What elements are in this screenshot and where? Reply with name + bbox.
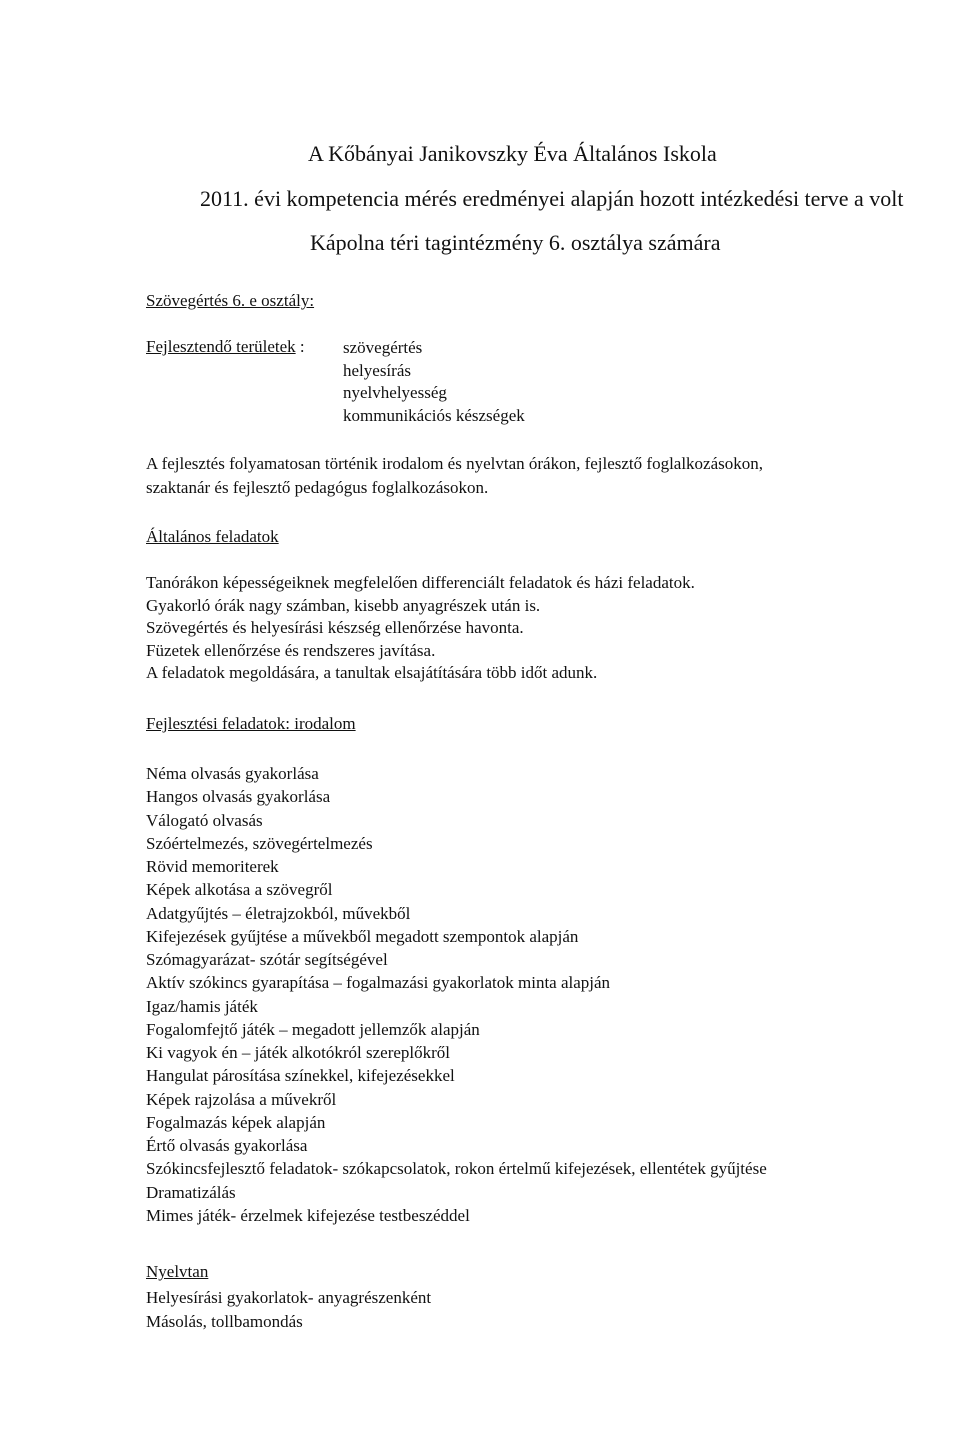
list-item: Hangos olvasás gyakorlása	[146, 787, 331, 807]
development-areas-list	[343, 337, 525, 427]
class-section-heading: Szövegértés 6. e osztály:	[146, 291, 315, 310]
paragraph-line: A fejlesztés folyamatosan történik irodalom és nyelvtan órákon, fejlesztő foglalkozásokon,	[146, 454, 764, 473]
list-item: Szövegértés és helyesírási készség ellenőrzése havonta.	[146, 618, 524, 638]
general-tasks-list	[146, 572, 695, 685]
list-item: Kifejezések gyűjtése a művekből megadott szempontok alapján	[146, 926, 579, 946]
list-item: Fogalomfejtő játék – megadott jellemzők alapján	[146, 1019, 480, 1039]
list-item: Válogató olvasás	[146, 810, 263, 830]
list-item: Másolás, tollbamondás	[146, 1311, 303, 1331]
list-item: Rövid memoriterek	[146, 857, 279, 876]
list-item: Szómagyarázat- szótár segítségével	[146, 950, 388, 969]
list-item: A feladatok megoldására, a tanultak elsajátítására több időt adunk.	[146, 663, 598, 683]
list-item: Képek rajzolása a művekről	[146, 1089, 337, 1109]
intro-paragraph	[146, 452, 763, 500]
list-item: helyesírás	[343, 360, 411, 380]
list-item: Ki vagyok én – játék alkotókról szereplőkről	[146, 1043, 451, 1062]
literature-tasks-heading: Fejlesztési feladatok: irodalom	[146, 714, 356, 733]
list-item: Aktív szókincs gyarapítása – fogalmazási gyakorlatok minta alapján	[146, 973, 611, 993]
school-name-title: A Kőbányai Janikovszky Éva Általános Iskola	[308, 141, 717, 166]
list-item: Mimes játék- érzelmek kifejezése testbeszéddel	[146, 1205, 470, 1225]
list-item: Igaz/hamis játék	[146, 996, 258, 1016]
list-item: Hangulat párosítása színekkel, kifejezésekkel	[146, 1066, 455, 1086]
paragraph-line: szaktanár és fejlesztő pedagógus foglalkozásokon.	[146, 478, 489, 497]
plan-title-line-2: Kápolna téri tagintézmény 6. osztálya számára	[310, 230, 721, 255]
list-item: Adatgyűjtés – életrajzokból, művekből	[146, 903, 411, 923]
literature-tasks-list	[146, 762, 767, 1227]
development-areas-separator: :	[299, 337, 305, 356]
development-areas-label: Fejlesztendő területek	[146, 337, 296, 356]
list-item: Képek alkotása a szövegről	[146, 880, 333, 900]
list-item: Fogalmazás képek alapján	[146, 1112, 326, 1132]
list-item: kommunikációs készségek	[343, 405, 525, 425]
plan-title-line: 2011. évi kompetencia mérés eredményei alapján hozott intézkedési terve a volt	[200, 186, 904, 211]
list-item: Néma olvasás gyakorlása	[146, 764, 319, 783]
list-item: Helyesírási gyakorlatok- anyagrészenként	[146, 1288, 432, 1307]
list-item: nyelvhelyesség	[343, 383, 447, 403]
development-areas-label-row	[146, 337, 305, 357]
list-item: Értő olvasás gyakorlása	[146, 1136, 308, 1155]
grammar-tasks-heading: Nyelvtan	[146, 1262, 209, 1281]
list-item: Dramatizálás	[146, 1182, 236, 1202]
list-item: Szókincsfejlesztő feladatok- szókapcsolatok, rokon értelmű kifejezések, ellentétek gyűjtése	[146, 1159, 767, 1179]
list-item: Tanórákon képességeiknek megfelelően differenciált feladatok és házi feladatok.	[146, 573, 695, 592]
list-item: Gyakorló órák nagy számban, kisebb anyagrészek után is.	[146, 595, 541, 615]
list-item: Szóértelmezés, szövegértelmezés	[146, 833, 373, 853]
general-tasks-heading: Általános feladatok	[146, 527, 279, 546]
list-item: szövegértés	[343, 338, 423, 357]
list-item: Füzetek ellenőrzése és rendszeres javítása.	[146, 640, 436, 660]
grammar-tasks-list	[146, 1286, 431, 1333]
